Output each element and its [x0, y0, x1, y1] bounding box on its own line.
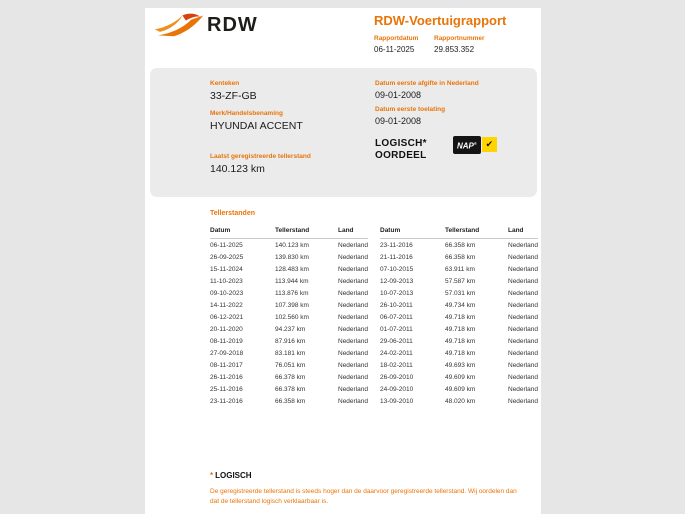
cell-tellerstand: 140.123 km: [275, 241, 309, 249]
laatste-tellerstand-label: Laatst geregistreerde tellerstand: [210, 153, 311, 160]
cell-land: Nederland: [338, 397, 368, 405]
cell-land: Nederland: [338, 349, 368, 357]
table-row: [210, 299, 368, 311]
cell-datum: 11-10-2023: [210, 277, 243, 285]
cell-tellerstand: 49.718 km: [445, 349, 476, 357]
report-title: RDW-Voertuigrapport: [374, 13, 507, 28]
cell-tellerstand: 66.358 km: [275, 397, 306, 405]
table-row: [210, 287, 368, 299]
report-meta: [374, 35, 506, 54]
cell-tellerstand: 57.587 km: [445, 277, 476, 285]
cell-tellerstand: 48.020 km: [445, 397, 476, 405]
laatste-tellerstand-value: 140.123 km: [210, 163, 265, 175]
cell-tellerstand: 66.378 km: [275, 373, 306, 381]
cell-datum: 12-09-2013: [380, 277, 414, 285]
cell-land: Nederland: [508, 277, 538, 285]
cell-land: Nederland: [338, 325, 368, 333]
eerste-toelating-value: 09-01-2008: [375, 116, 422, 126]
tellerstanden-tables: [210, 227, 538, 407]
cell-tellerstand: 128.483 km: [275, 265, 309, 273]
cell-tellerstand: 113.876 km: [275, 289, 309, 297]
eerste-toelating-label: Datum eerste toelating: [375, 106, 446, 113]
cell-tellerstand: 49.734 km: [445, 301, 476, 309]
vehicle-summary-panel: [150, 68, 537, 197]
cell-datum: 08-11-2017: [210, 361, 243, 369]
cell-land: Nederland: [508, 361, 538, 369]
cell-datum: 06-12-2021: [210, 313, 244, 321]
table-row: [210, 263, 368, 275]
footnote-marker: *: [210, 471, 214, 480]
table-row: [380, 347, 538, 359]
table-row: [210, 371, 368, 383]
report-date: [374, 35, 422, 54]
column-header-tellerstand: Tellerstand: [445, 227, 480, 234]
table-row: [380, 335, 538, 347]
footnote-text: De geregistreerde tellerstand is steeds hoger dan de daarvoor geregistreerde tellerstand. Wij oordelen dan dat de tellerstand logisch verklaarbaar is.: [210, 488, 517, 505]
column-header-datum: Datum: [380, 227, 401, 234]
report-number-value: 29.853.352: [434, 45, 475, 54]
report-header: [374, 13, 506, 54]
kenteken-value: 33-ZF-GB: [210, 90, 257, 102]
table-row: [210, 239, 368, 251]
merk-value: HYUNDAI ACCENT: [210, 120, 303, 132]
table-row: [210, 251, 368, 263]
table-row: [380, 263, 538, 275]
cell-datum: 18-02-2011: [380, 361, 413, 369]
cell-land: Nederland: [338, 253, 368, 261]
eerste-toelating-field: [375, 106, 445, 126]
rdw-logo: [153, 10, 258, 40]
cell-datum: 08-11-2019: [210, 337, 243, 345]
cell-tellerstand: 76.051 km: [275, 361, 306, 369]
cell-datum: 27-09-2018: [210, 349, 244, 357]
kenteken-label: Kenteken: [210, 80, 240, 87]
oordeel-verdict: [375, 138, 427, 162]
cell-tellerstand: 49.609 km: [445, 385, 476, 393]
footnote: [210, 471, 530, 507]
cell-land: Nederland: [338, 277, 368, 285]
cell-datum: 23-11-2016: [380, 241, 413, 249]
cell-land: Nederland: [508, 349, 538, 357]
cell-land: Nederland: [338, 361, 368, 369]
tellerstanden-heading: Tellerstanden: [210, 210, 255, 217]
oordeel-line1: LOGISCH*: [375, 138, 427, 149]
cell-land: Nederland: [508, 385, 538, 393]
cell-tellerstand: 83.181 km: [275, 349, 306, 357]
cell-tellerstand: 49.718 km: [445, 337, 476, 345]
eerste-afgifte-field: [375, 80, 479, 100]
table-row: [380, 359, 538, 371]
cell-datum: 26-09-2010: [380, 373, 414, 381]
cell-land: Nederland: [508, 265, 538, 273]
eerste-afgifte-value: 09-01-2008: [375, 90, 422, 100]
table-row: [380, 371, 538, 383]
cell-datum: 24-02-2011: [380, 349, 413, 357]
table-row: [380, 251, 538, 263]
cell-tellerstand: 66.358 km: [445, 253, 476, 261]
table-row: [380, 275, 538, 287]
cell-tellerstand: 139.830 km: [275, 253, 309, 261]
cell-tellerstand: 49.718 km: [445, 313, 476, 321]
footnote-heading: [210, 471, 530, 480]
report-number: [434, 35, 485, 54]
cell-tellerstand: 107.398 km: [275, 301, 309, 309]
cell-land: Nederland: [338, 265, 368, 273]
cell-datum: 15-11-2024: [210, 265, 243, 273]
table-row: [210, 275, 368, 287]
cell-land: Nederland: [338, 373, 368, 381]
cell-datum: 01-07-2011: [380, 325, 413, 333]
nap-check-glyph: ✔: [485, 139, 494, 150]
table-row: [380, 383, 538, 395]
table-row: [210, 395, 368, 407]
cell-datum: 24-09-2010: [380, 385, 414, 393]
cell-land: Nederland: [508, 313, 538, 321]
table-row: [210, 359, 368, 371]
cell-tellerstand: 49.693 km: [445, 361, 476, 369]
cell-land: Nederland: [508, 289, 538, 297]
cell-datum: 23-11-2016: [210, 397, 243, 405]
tellerstanden-table-left: [210, 227, 368, 407]
column-header-datum: Datum: [210, 227, 231, 234]
table-row: [380, 287, 538, 299]
column-header-land: Land: [338, 227, 354, 234]
cell-land: Nederland: [338, 289, 368, 297]
cell-land: Nederland: [508, 301, 538, 309]
nap-logo: [453, 136, 497, 154]
oordeel-line2: OORDEEL: [375, 150, 427, 161]
merk-field: [210, 110, 303, 132]
cell-datum: 26-09-2025: [210, 253, 244, 261]
cell-tellerstand: 102.560 km: [275, 313, 309, 321]
table-row: [380, 239, 538, 251]
cell-datum: 13-09-2010: [380, 397, 414, 405]
nap-text: NAP: [457, 141, 474, 151]
cell-land: Nederland: [508, 373, 538, 381]
tellerstanden-section: [210, 210, 538, 407]
cell-land: Nederland: [338, 385, 368, 393]
cell-datum: 21-11-2016: [380, 253, 413, 261]
table-body: [380, 239, 538, 407]
cell-datum: 20-11-2020: [210, 325, 243, 333]
nap-check-icon: [482, 137, 497, 152]
rdw-logo-text: RDW: [207, 13, 258, 36]
column-header-tellerstand: Tellerstand: [275, 227, 310, 234]
cell-land: Nederland: [338, 241, 368, 249]
cell-tellerstand: 66.358 km: [445, 241, 476, 249]
table-row: [210, 311, 368, 323]
cell-datum: 06-07-2011: [380, 313, 413, 321]
table-row: [210, 347, 368, 359]
merk-label: Merk/Handelsbenaming: [210, 110, 283, 117]
table-row: [210, 383, 368, 395]
cell-tellerstand: 63.911 km: [445, 265, 475, 273]
cell-land: Nederland: [338, 313, 368, 321]
cell-datum: 09-10-2023: [210, 289, 244, 297]
table-row: [210, 335, 368, 347]
table-row: [380, 299, 538, 311]
table-body: [210, 239, 368, 407]
tellerstanden-table-right: [380, 227, 538, 407]
nap-registered-icon: ®: [473, 141, 477, 146]
cell-datum: 26-10-2011: [380, 301, 413, 309]
cell-tellerstand: 49.718 km: [445, 325, 476, 333]
cell-datum: 29-06-2011: [380, 337, 413, 345]
cell-datum: 25-11-2016: [210, 385, 243, 393]
report-document: [145, 8, 541, 514]
report-number-label: Rapportnummer: [434, 35, 485, 42]
column-header-land: Land: [508, 227, 524, 234]
table-row: [380, 323, 538, 335]
cell-land: Nederland: [508, 253, 538, 261]
report-date-label: Rapportdatum: [374, 35, 419, 42]
cell-land: Nederland: [508, 337, 538, 345]
cell-datum: 06-11-2025: [210, 241, 243, 249]
cell-tellerstand: 87.916 km: [275, 337, 306, 345]
cell-tellerstand: 49.609 km: [445, 373, 476, 381]
cell-datum: 10-07-2013: [380, 289, 414, 297]
table-row: [380, 395, 538, 407]
cell-tellerstand: 94.237 km: [275, 325, 306, 333]
cell-land: Nederland: [508, 397, 538, 405]
cell-land: Nederland: [508, 241, 538, 249]
kenteken-field: [210, 80, 257, 102]
table-header: [380, 227, 538, 239]
eerste-afgifte-label: Datum eerste afgifte in Nederland: [375, 80, 479, 87]
footnote-title: LOGISCH: [215, 471, 252, 480]
cell-land: Nederland: [338, 301, 368, 309]
cell-land: Nederland: [338, 337, 368, 345]
cell-land: Nederland: [508, 325, 538, 333]
cell-datum: 26-11-2016: [210, 373, 243, 381]
table-row: [210, 323, 368, 335]
table-header: [210, 227, 368, 239]
cell-tellerstand: 57.031 km: [445, 289, 476, 297]
laatste-tellerstand-field: [210, 153, 311, 175]
cell-tellerstand: 113.944 km: [275, 277, 309, 285]
table-row: [380, 311, 538, 323]
rdw-bird-icon: [153, 10, 205, 40]
report-date-value: 06-11-2025: [374, 45, 415, 54]
cell-datum: 14-11-2022: [210, 301, 243, 309]
cell-tellerstand: 66.378 km: [275, 385, 306, 393]
cell-datum: 07-10-2015: [380, 265, 414, 273]
nap-wordmark: [453, 136, 481, 154]
